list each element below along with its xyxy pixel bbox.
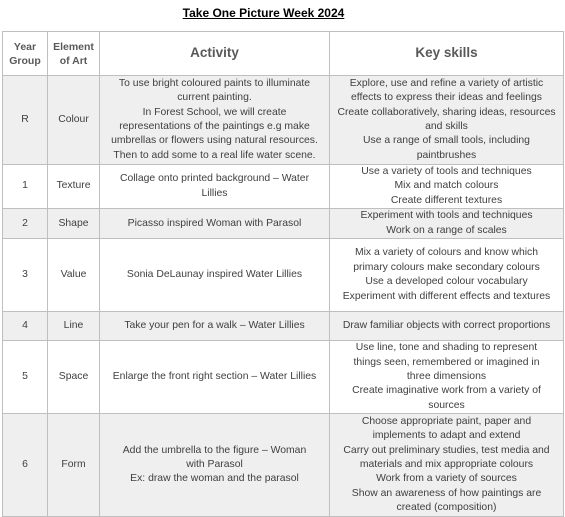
activity-line: Ex: draw the woman and the parasol (130, 473, 299, 485)
header-key-skills: Key skills (330, 32, 564, 76)
year-group-cell: 4 (3, 312, 48, 341)
header-activity: Activity (100, 32, 330, 76)
key-skills-cell (330, 239, 564, 312)
document-title: Take One Picture Week 2024 (182, 6, 345, 20)
activity-cell (100, 76, 330, 165)
activity-line: current painting. (177, 92, 252, 104)
key-skill-line: Create collaboratively, sharing ideas, resources (337, 106, 556, 118)
key-skill-line: effects to express their ideas and feelings (351, 92, 542, 104)
key-skill-line: implements to adapt and extend (372, 430, 521, 442)
activity-cell (100, 341, 330, 414)
key-skill-line: Experiment with different effects and textures (342, 290, 551, 302)
activity-line: with Parasol (186, 459, 243, 471)
header-element-line-1: Element (53, 40, 94, 53)
key-skill-line: Show an awareness of how paintings are (351, 487, 542, 499)
activity-cell (100, 414, 330, 517)
key-skill-line: Choose appropriate paint, paper and (361, 415, 532, 427)
key-skill-line: materials and mix appropriate colours (359, 459, 534, 471)
activity-line: umbrellas or flowers using natural resources. (111, 135, 318, 147)
key-skills-cell (330, 341, 564, 414)
activity-cell (100, 209, 330, 239)
header-element-of-art (48, 32, 100, 76)
key-skills-cell (330, 312, 564, 341)
year-group-cell: 3 (3, 239, 48, 312)
element-of-art-cell: Texture (48, 165, 100, 209)
activity-line: Take your pen for a walk – Water Lillies (124, 320, 305, 332)
table-row (3, 76, 564, 165)
element-of-art-cell: Space (48, 341, 100, 414)
element-of-art-cell: Shape (48, 209, 100, 239)
table-row (3, 312, 564, 341)
key-skill-line: created (composition) (396, 502, 497, 514)
activity-line: Picasso inspired Woman with Parasol (127, 217, 302, 229)
table-row (3, 239, 564, 312)
key-skill-line: Work from a variety of sources (376, 473, 517, 485)
table-row (3, 209, 564, 239)
activity-line: representations of the paintings e.g make (119, 121, 310, 132)
key-skill-line: things seen, remembered or imagined in (353, 356, 540, 368)
key-skill-line: and skills (425, 121, 468, 132)
header-year-group-line-2: Group (9, 54, 41, 67)
key-skill-line: Use a developed colour vocabulary (365, 276, 528, 288)
key-skill-line: primary colours make secondary colours (353, 261, 540, 273)
activity-cell (100, 312, 330, 341)
element-of-art-cell: Line (48, 312, 100, 341)
header-year-group (3, 32, 48, 76)
activity-line: Enlarge the front right section – Water Lillies (112, 371, 317, 383)
table-body (3, 76, 564, 517)
key-skill-line: Use line, tone and shading to represent (355, 342, 538, 354)
year-group-cell: 2 (3, 209, 48, 239)
key-skills-cell (330, 209, 564, 239)
key-skill-line: Use a variety of tools and techniques (361, 166, 532, 177)
key-skill-line: Draw familiar objects with correct proportions (342, 320, 551, 332)
key-skill-line: Use a range of small tools, including (363, 135, 530, 147)
key-skill-line: Create imaginative work from a variety of (352, 385, 541, 397)
year-group-cell: 1 (3, 165, 48, 209)
year-group-cell: 5 (3, 341, 48, 414)
header-year-group-line-1: Year (13, 40, 37, 53)
art-skills-table (2, 31, 564, 517)
activity-cell (100, 239, 330, 312)
activity-line: Lillies (201, 187, 228, 199)
element-of-art-cell: Form (48, 414, 100, 517)
key-skill-line: sources (428, 399, 465, 411)
year-group-cell: R (3, 76, 48, 165)
key-skill-line: Explore, use and refine a variety of artistic (349, 77, 544, 89)
key-skill-line: paintbrushes (416, 149, 477, 161)
header-row (3, 32, 564, 76)
key-skill-line: Mix and match colours (394, 180, 499, 192)
element-of-art-cell: Value (48, 239, 100, 312)
header-element-line-2: of Art (59, 54, 88, 67)
table-row (3, 165, 564, 209)
year-group-cell: 6 (3, 414, 48, 517)
activity-line: In Forest School, we will create (142, 106, 287, 118)
table-row (3, 341, 564, 414)
key-skills-cell (330, 165, 564, 209)
key-skill-line: Carry out preliminary studies, test media and (343, 444, 550, 456)
activity-line: Add the umbrella to the figure – Woman (122, 444, 307, 456)
key-skill-line: Work on a range of scales (386, 224, 507, 236)
key-skills-cell (330, 414, 564, 517)
activity-line: To use bright coloured paints to illuminate (118, 77, 311, 89)
key-skills-cell (330, 76, 564, 165)
activity-line: Sonia DeLaunay inspired Water Lillies (126, 269, 303, 281)
activity-line: Then to add some to a real life water scene. (113, 149, 316, 161)
table-row (3, 414, 564, 517)
key-skill-line: three dimensions (406, 371, 487, 383)
activity-line: Collage onto printed background – Water (119, 173, 310, 185)
key-skill-line: Mix a variety of colours and know which (354, 247, 539, 259)
key-skill-line: Experiment with tools and techniques (360, 210, 533, 222)
key-skill-line: Create different textures (390, 194, 503, 206)
element-of-art-cell: Colour (48, 76, 100, 165)
activity-cell (100, 165, 330, 209)
